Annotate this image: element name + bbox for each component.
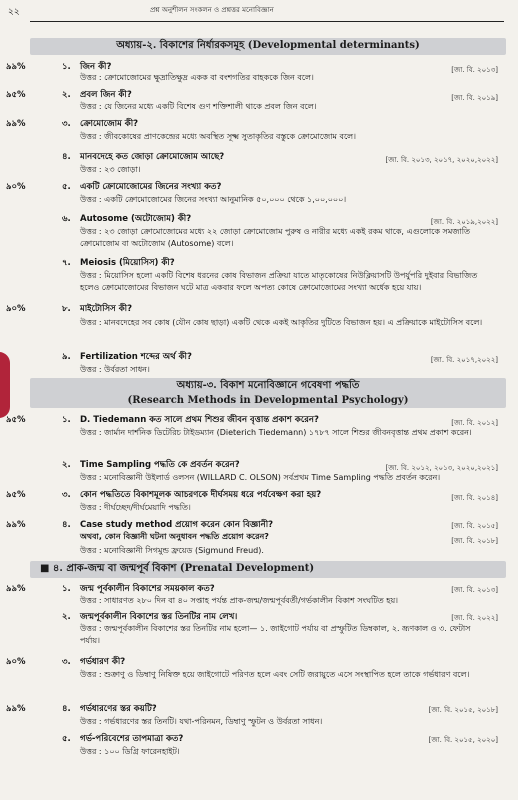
question-number: ৮.	[62, 304, 71, 314]
exam-reference: [জা. বি. ২০১৫, ২০১৮]	[428, 706, 498, 714]
question-text: D. Tiedemann কত সালে প্রথম শিশুর জীবন বৃত্তান্ত প্রকাশ করেন?	[80, 415, 319, 425]
exam-reference: [জা. বি. ২০১৭,২০২২]	[430, 356, 498, 364]
exam-reference: [জা. বি. ২০২২]	[451, 614, 498, 622]
answer-text: উত্তর : জার্মান দার্শনিক ডিটেরিচ টাইডম্যান (Dieterich Tiedemann) ১৭৮৭ সালে শিশুর জীবনবৃত্তান্ত প্রথম প্রকাশ করেন।	[80, 428, 472, 437]
question-text: ক্রোমোজোম কী?	[80, 119, 139, 129]
answer-text: উত্তর : গর্ভধারণের স্তর তিনটি। যথা-পরিনমন, ডিম্বাণু স্ফুটন ও উর্বরতা সাধন।	[80, 717, 323, 726]
section-title: অধ্যায়-৩. বিকাশ মনোবিজ্ঞানে গবেষণা পদ্ধতি	[176, 380, 360, 391]
question-number: ১.	[62, 584, 71, 594]
question-number: ১.	[62, 62, 71, 72]
question-number: ৪.	[62, 704, 71, 714]
question-number: ৫.	[62, 182, 71, 192]
section-title: অধ্যায়-২. বিকাশের নির্ধারকসমূহ (Developmental determinants)	[116, 40, 420, 51]
question-number: ৯.	[62, 352, 71, 362]
answer-text: উত্তর : মনোবিজ্ঞানী সিগমুন্ড ফ্রয়েড (Sigmund Freud).	[80, 546, 264, 555]
question-text: একটি ক্রোমোজোমের জিনের সংখ্যা কত?	[80, 182, 222, 192]
question-number: ৫.	[62, 734, 71, 744]
exam-reference: [জা. বি. ২০১৪]	[451, 494, 498, 502]
probability-mark: ৯৯%	[6, 119, 26, 129]
probability-mark: ৯৯%	[6, 62, 26, 72]
question-number: ২.	[62, 612, 71, 622]
question-number: ৩.	[62, 657, 71, 667]
question-text: Time Sampling পদ্ধতি কে প্রবর্তন করেন?	[80, 460, 240, 470]
exam-reference: [জা. বি. ২০১৩]	[451, 586, 498, 594]
question-number: ১.	[62, 415, 71, 425]
header-rule	[30, 21, 504, 22]
question-text: কোন পদ্ধতিতে বিকাশমূলক আচরণকে দীর্ঘসময় ধরে পর্যবেক্ষণ করা হয়?	[80, 490, 322, 500]
answer-text: উত্তর : মানবদেহের সব কোষ (যৌন কোষ ছাড়া) একটি থেকে একই আকৃতির দুটিতে বিভাজন হয়। এ প্রক্রিয়াকে মাইটোসিস বলে।	[80, 318, 483, 327]
question-text: জন্ম পূর্বকালীন বিকাশের সময়কাল কত?	[80, 584, 215, 594]
exam-reference: [জা. বি. ২০১২, ২০১৩, ২০২০,২০২১]	[385, 464, 498, 472]
question-number: ৪.	[62, 152, 71, 162]
page-header	[0, 0, 518, 22]
answer-text: উত্তর : উর্বরতা সাধন।	[80, 365, 150, 374]
answer-text: উত্তর : ২৩ জোড়া।	[80, 165, 141, 174]
probability-mark: ৯০%	[6, 182, 26, 192]
question-number: ৩.	[62, 119, 71, 129]
exam-reference: [জা. বি. ২০১২]	[451, 419, 498, 427]
answer-text: উত্তর : মিয়োসিস হলো একটি বিশেষ ধরনের কোষ বিভাজন প্রক্রিয়া যাতে মাতৃকোষের নিউক্লিয়াসটি উপর্যুপরি দুইবার বিভাজিত হলেও ক্রোমোজোমের বিভাজন ঘটে মাত্র একবার ফলে অপত্য কোষে ক্রোমোজোমের সংখ্যা অর্ধেক হয়ে যায়।	[80, 271, 478, 292]
section-subtitle: (Research Methods in Developmental Psychology)	[127, 395, 409, 406]
question-text: মানবদেহে কত জোড়া ক্রোমোজোম আছে?	[80, 152, 225, 162]
question-number: ২.	[62, 460, 71, 470]
answer-text: উত্তর : একটি ক্রোমোজোমের জিনের সংখ্যা আনুমানিক ৫০,০০০ থেকে ১,০০,০০০।	[80, 195, 347, 204]
answer-text: উত্তর : ২৩ জোড়া ক্রোমোজোমের মধ্যে ২২ জোড়া ক্রোমোজোম পুরুষ ও নারীর মধ্যে একই রকম থাকে, এগুলোকে সমজাতি ক্রোমোজোম বা অটোজোম (Autosome) বলে।	[80, 227, 471, 248]
question-text: গর্ভধারণের স্তর কয়টি?	[80, 704, 157, 714]
page-edge-marker	[0, 352, 10, 418]
probability-mark: ৯০%	[6, 304, 26, 314]
answer-text: উত্তর : দীর্ঘচ্ছেদ/দীর্ঘমেয়াদি পদ্ধতি।	[80, 503, 191, 512]
running-title: প্রশ্ন অনুশীলন সংকলন ও প্রশ্নত্তর মনোবিজ্ঞান	[150, 6, 274, 14]
question-number: ৪.	[62, 520, 71, 530]
exam-reference: [জা. বি. ২০১৫]	[451, 522, 498, 530]
question-text: Case study method প্রয়োগ করেন কোন বিজ্ঞানী?	[80, 520, 274, 530]
answer-text: উত্তর : শুক্রাণু ও ডিম্বাণু নিষিক্ত হয়ে জাইগোটে পরিণত হলে এবং সেটি জরায়ুতে এসে সংস্থাপিত হলে তাকে গর্ভধারণ বলে।	[80, 670, 470, 679]
question-text: মাইটোসিস কী?	[80, 304, 133, 314]
question-text: Fertilization শব্দের অর্থ কী?	[80, 352, 192, 362]
probability-mark: ৯৫%	[6, 90, 26, 100]
question-number: ৬.	[62, 214, 71, 224]
answer-text: উত্তর : সাধারণত ২৮০ দিন বা ৪০ সপ্তাহ পর্যন্ত প্রাক-জন্ম/জন্মপূর্ববর্তী/গর্ভকালীন বিকাশ সংঘটিত হয়।	[80, 596, 399, 605]
exam-reference: [জা. বি. ২০১৫, ২০২০]	[428, 736, 498, 744]
question-number: ২.	[62, 90, 71, 100]
probability-mark: ৯৫%	[6, 415, 26, 425]
question-text: গর্ভ-পরিবেশের তাপমাত্রা কত?	[80, 734, 184, 744]
question-text: জন্মপূর্বকালীন বিকাশের স্তর তিনটির নাম লেখ।	[80, 612, 238, 622]
exam-reference: [জা. বি. ২০১৩]	[451, 66, 498, 74]
probability-mark: ৯৯%	[6, 584, 26, 594]
probability-mark: ৯৫%	[6, 490, 26, 500]
section-heading	[30, 38, 506, 55]
question-text: Autosome (অটোজোম) কী?	[80, 214, 192, 224]
page-number: ২২	[8, 7, 20, 17]
question-text: গর্ভধারণ কী?	[80, 657, 126, 667]
question-number: ৭.	[62, 258, 71, 268]
exam-reference: [জা. বি. ২০১৯,২০২২]	[430, 218, 498, 226]
answer-text: উত্তর : মনোবিজ্ঞানী উইলার্ড ওলসন (WILLARD C. OLSON) সর্বপ্রথম Time Sampling পদ্ধতি প্রবর্তন করেন।	[80, 473, 441, 482]
probability-mark: ৯৯%	[6, 520, 26, 530]
question-text: জিন কী?	[80, 62, 112, 72]
exam-reference: [জা. বি. ২০১৯]	[451, 94, 498, 102]
section-title: ■ ৪. প্রাক-জন্ম বা জন্মপূর্ব বিকাশ (Prenatal Development)	[40, 563, 315, 574]
question-number: ৩.	[62, 490, 71, 500]
answer-text: উত্তর : ১০০ ডিগ্রি ফারেনহাইট।	[80, 747, 180, 756]
question-text: প্রবল জিন কী?	[80, 90, 132, 100]
probability-mark: ৯০%	[6, 657, 26, 667]
alternate-question: অথবা, কোন বিজ্ঞানী ঘটনা অনুধাবন পদ্ধতি প্রয়োগ করেন?	[80, 532, 269, 541]
probability-mark: ৯৯%	[6, 704, 26, 714]
answer-text: উত্তর : জন্মপূর্বকালীন বিকাশের স্তর তিনটির নাম হলো— ১. জাইগোট পর্যায় বা প্রস্ফুটিত ডিম্বকাল, ২. ভ্রূণকাল ও ৩. ফেটাস পর্যায়।	[80, 624, 471, 645]
exam-reference: [জা. বি. ২০১৮]	[451, 537, 498, 545]
section-heading	[30, 561, 506, 578]
section-heading	[30, 378, 506, 408]
answer-text: উত্তর : ক্রোমোজোমের ক্ষুদ্রাতিক্ষুদ্র একক বা বংশগতির বাহককে জিন বলে।	[80, 73, 314, 82]
question-text: Meiosis (মিয়োসিস) কী?	[80, 258, 175, 268]
answer-text: উত্তর : যে জিনের মধ্যে একটি বিশেষ গুণ শক্তিশালী থাকে প্রবল জিন বলে।	[80, 102, 317, 111]
exam-reference: [জা. বি. ২০১৩, ২০১৭, ২০২০,২০২২]	[385, 156, 498, 164]
answer-text: উত্তর : জীবকোষের প্রাণকেন্দ্রের মধ্যে অবস্থিত সূক্ষ্ম সুতাকৃতির বস্তুকে ক্রোমোজোম বলে।	[80, 132, 356, 141]
